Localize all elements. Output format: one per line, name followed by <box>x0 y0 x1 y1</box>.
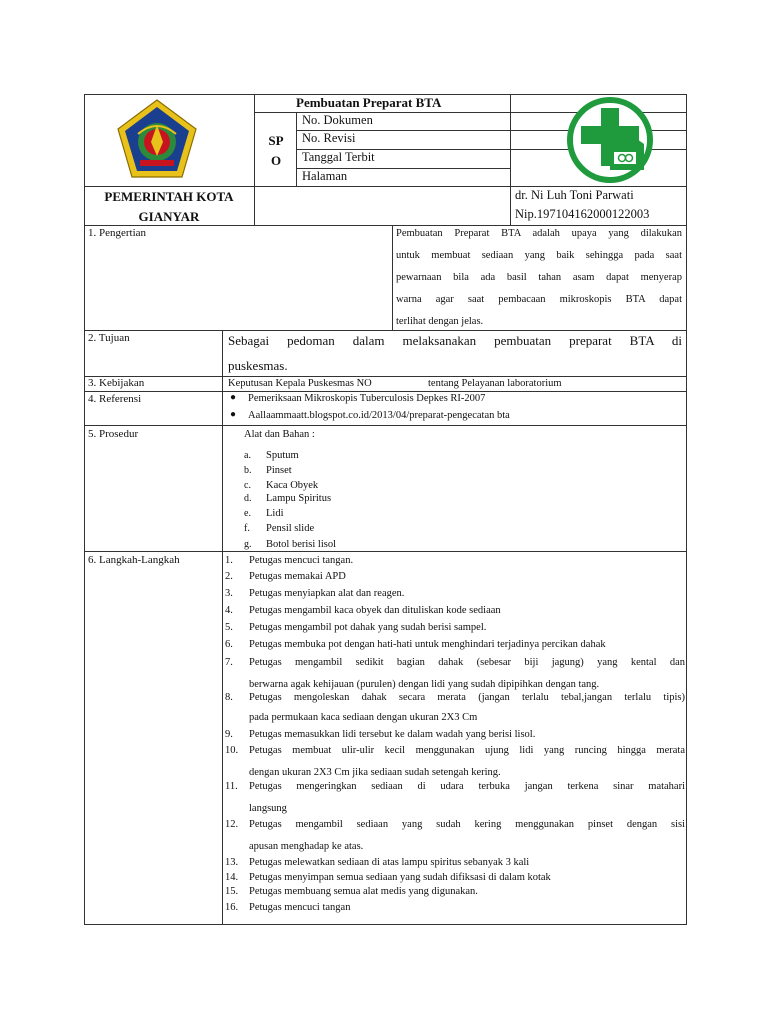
kebijakan-text-b: tentang Pelayanan laboratorium <box>428 378 562 389</box>
step-text: langsung <box>249 803 287 814</box>
step-number: 13. <box>225 857 239 868</box>
step-number: 2. <box>225 571 233 582</box>
step-number: 15. <box>225 886 239 897</box>
step-number: 1. <box>225 555 233 566</box>
step-number: 6. <box>225 639 233 650</box>
prosedur-item: Pensil slide <box>266 523 315 534</box>
prosedur-item-marker: d. <box>244 493 252 504</box>
step-text: Petugas membuat ulir-ulir kecil menggunakan ujung lidi yang runcing hingga merata <box>249 745 685 756</box>
step-text: Petugas mencuci tangan <box>249 902 351 913</box>
prosedur-item: Lampu Spiritus <box>266 493 332 504</box>
referensi-item: Pemeriksaan Mikroskopis Tuberculosis Depkes RI-2007 <box>248 393 486 404</box>
bullet-icon: ● <box>230 392 237 403</box>
prosedur-item-marker: f. <box>244 523 250 534</box>
section-label-tujuan: 2. Tujuan <box>88 332 130 344</box>
section-label-pengertian: 1. Pengertian <box>88 227 147 239</box>
prosedur-item-marker: a. <box>244 450 251 461</box>
step-number: 12. <box>225 819 239 830</box>
gianyar-emblem <box>116 98 198 180</box>
step-number: 10. <box>225 745 239 756</box>
step-text: dengan ukuran 2X3 Cm jika sediaan sudah setengah kering. <box>249 767 501 778</box>
field-no-revisi: No. Revisi <box>302 131 356 145</box>
document-title: Pembuatan Preparat BTA <box>296 95 442 110</box>
organization-name: PEMERINTAH KOTA GIANYAR <box>104 189 234 224</box>
section-label-referensi: 4. Referensi <box>88 393 142 405</box>
prosedur-heading: Alat dan Bahan : <box>244 429 315 440</box>
step-text: Petugas memakai APD <box>249 571 346 582</box>
step-number: 14. <box>225 872 239 883</box>
field-tanggal-terbit: Tanggal Terbit <box>302 150 375 164</box>
step-number: 8. <box>225 692 233 703</box>
puskesmas-logo <box>566 96 654 184</box>
section-label-kebijakan: 3. Kebijakan <box>88 377 145 389</box>
signer-name: dr. Ni Luh Toni Parwati <box>515 188 634 202</box>
prosedur-item-marker: c. <box>244 480 251 491</box>
step-number: 4. <box>225 605 233 616</box>
step-number: 11. <box>225 781 238 792</box>
spo-label: SP O <box>268 133 284 168</box>
step-text: Petugas membuka pot dengan hati-hati untuk menghindari terjadinya percikan dahak <box>249 639 606 650</box>
kebijakan-text-a: Keputusan Kepala Puskesmas NO <box>228 378 372 389</box>
prosedur-item-marker: b. <box>244 465 252 476</box>
prosedur-item: Sputum <box>266 450 299 461</box>
step-text: Petugas memasukkan lidi tersebut ke dalam wadah yang berisi lisol. <box>249 729 536 740</box>
step-text: Petugas mengambil sediaan yang sudah kering menggunakan pinset dengan sisi <box>249 819 685 830</box>
step-text: Petugas mengeringkan sediaan di udara terbuka jangan terkena sinar matahari <box>249 781 685 792</box>
bullet-icon: ● <box>230 409 237 420</box>
step-text: Petugas menyimpan semua sediaan yang sudah difiksasi di dalam kotak <box>249 872 551 883</box>
step-text: Petugas mengambil pot dahak yang sudah berisi sampel. <box>249 622 487 633</box>
prosedur-item: Pinset <box>266 465 292 476</box>
field-halaman: Halaman <box>302 169 348 183</box>
prosedur-item: Botol berisi lisol <box>266 539 337 550</box>
step-number: 16. <box>225 902 239 913</box>
section-label-langkah: 6. Langkah-Langkah <box>88 554 180 566</box>
prosedur-item: Lidi <box>266 508 284 519</box>
step-text: apusan menghadap ke atas. <box>249 841 364 852</box>
step-number: 9. <box>225 729 233 740</box>
section-label-prosedur: 5. Prosedur <box>88 428 139 440</box>
prosedur-item: Kaca Obyek <box>266 480 319 491</box>
step-text: berwarna agak kehijauan (purulen) dengan lidi yang sudah dipipihkan dengan tang. <box>249 679 600 690</box>
step-number: 7. <box>225 657 233 668</box>
step-text: Petugas membuang semua alat medis yang digunakan. <box>249 886 478 897</box>
step-text: Petugas menyiapkan alat dan reagen. <box>249 588 405 599</box>
field-no-dokumen: No. Dokumen <box>302 113 373 127</box>
prosedur-item-marker: e. <box>244 508 251 519</box>
step-text: Petugas mencuci tangan. <box>249 555 354 566</box>
step-text: pada permukaan kaca sediaan dengan ukuran 2X3 Cm <box>249 712 478 723</box>
step-text: Petugas mengambil kaca obyek dan dituliskan kode sediaan <box>249 605 501 616</box>
referensi-item: Aallaammaatt.blogspot.co.id/2013/04/preparat-pengecatan bta <box>248 410 510 421</box>
signer-nip: Nip.197104162000122003 <box>515 207 650 221</box>
step-number: 3. <box>225 588 233 599</box>
step-text: Petugas melewatkan sediaan di atas lampu spiritus sebanyak 3 kali <box>249 857 530 868</box>
step-number: 5. <box>225 622 233 633</box>
step-text: Petugas mengambil sedikit bagian dahak (sebesar biji jagung) yang kental dan <box>249 657 685 668</box>
step-text: Petugas mengoleskan dahak secara merata (jangan terlalu tebal,jangan terlalu tipis) <box>249 692 685 703</box>
prosedur-item-marker: g. <box>244 539 252 550</box>
